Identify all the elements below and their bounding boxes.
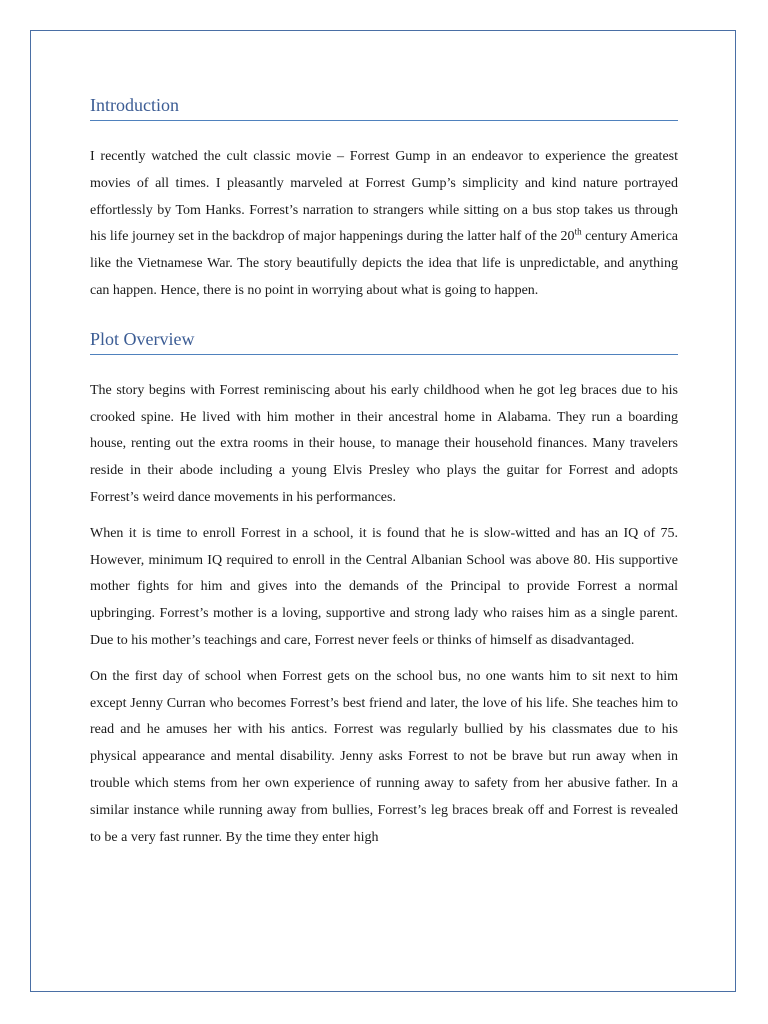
document-body <box>90 90 678 851</box>
plot-paragraph-3: On the first day of school when Forrest gets on the school bus, no one wants him to sit next to him except Jenny Curran who becomes Forrest’s best friend and later, the love of his life. She teaches him to read and he amuses her with his antics. Forrest was regularly bullied by his classmates due to his physical appearance and mental disability. Jenny asks Forrest to not be brave but run away when in trouble which stems from her own experience of running away to safety from her abusive father. In a similar instance while running away from bullies, Forrest’s leg braces break off and Forrest is revealed to be a very fast runner. By the time they enter high <box>90 668 678 845</box>
introduction-paragraph <box>90 144 678 305</box>
introduction-heading: Introduction <box>90 93 678 121</box>
plot-paragraph-1: The story begins with Forrest reminiscing about his early childhood when he got leg braces due to his crooked spine. He lived with him mother in their ancestral home in Alabama. They run a boarding house, renting out the extra rooms in their house, to manage their household finances. Many travelers reside in their abode including a young Elvis Presley who plays the guitar for Forrest and adopts Forrest’s weird dance movements in his performances. <box>90 382 678 505</box>
plot-paragraph-2: When it is time to enroll Forrest in a school, it is found that he is slow-witted and has an IQ of 75. However, minimum IQ required to enroll in the Central Albanian School was above 80. His supportive mother fights for him and gives into the demands of the Principal to provide Forrest a normal upbringing. Forrest’s mother is a loving, supportive and strong lady who raises him as a single parent. Due to his mother’s teachings and care, Forrest never feels or thinks of himself as disadvantaged. <box>90 525 678 648</box>
plot-overview-heading: Plot Overview <box>90 327 678 355</box>
introduction-text-part1: I recently watched the cult classic movie – Forrest Gump in an endeavor to experience the greatest movies of all times. I pleasantly marveled at Forrest Gump’s simplicity and kind nature portrayed effortlessly by Tom Hanks. Forrest’s narration to strangers while sitting on a bus stop takes us through his life journey set in the backdrop of major happenings during the latter half of the 20 <box>90 149 678 245</box>
introduction-text-part2: century America like the Vietnamese War. The story beautifully depicts the idea that life is unpredictable, and anything can happen. Hence, there is no point in worrying about what is going to happen. <box>90 229 678 298</box>
ordinal-superscript: th <box>574 226 582 237</box>
